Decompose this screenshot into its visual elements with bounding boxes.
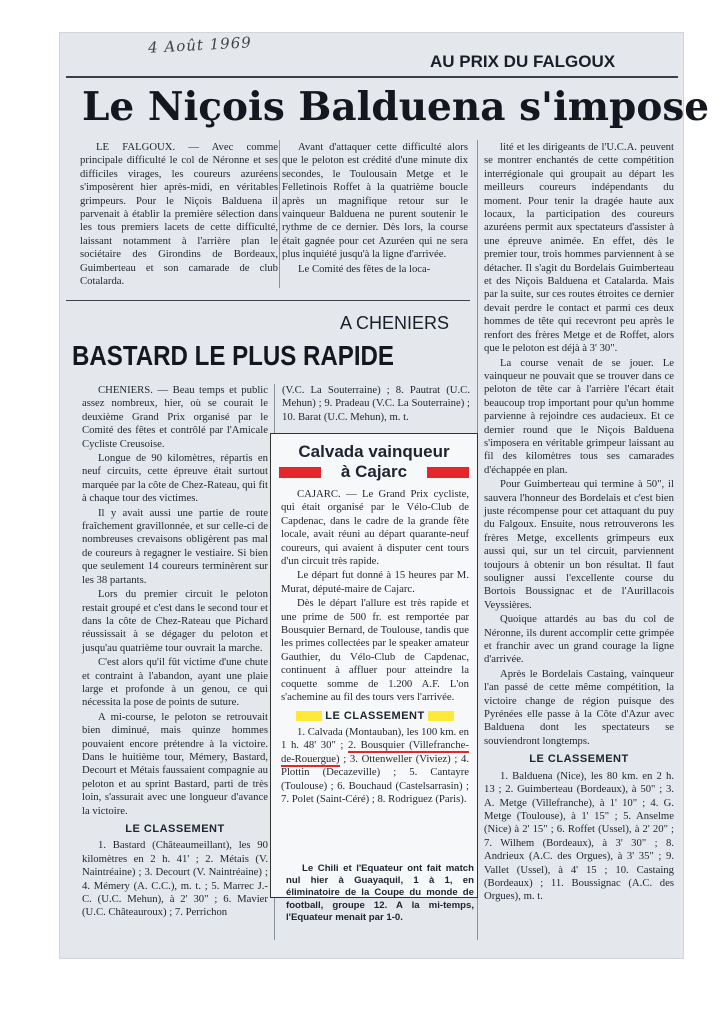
handwritten-date: 4 Août 1969 (147, 33, 253, 57)
article3-headline-line2: à Cajarc (340, 462, 408, 481)
article1-classement: 1. Balduena (Nice), les 80 km. en 2 h. 13 ; 2. Guimberteau (Bordeaux), à 50" ; 3. A. Metge (Villefranche), à 1' 10" ; 4. G. Metge (Toulouse), à 1' 15" ; 5. Anselme (Nice) à 2' 15" ; 6. Roffet (Ussel), à 2' 20" ; 7. Wilhem (Bordeaux), à 3' 30" ; 8. Andrieux (A.C. des Orgues), à 3' 35" ; 9. Vallet (Ussel), à 4' 15 ; 10. Castaing (Bordeaux) ; 11. Boussignac (A.C. des Orgues), m. t. (484, 769, 674, 903)
article1-col2-tail: Le Comité des fêtes de la loca- (298, 262, 431, 275)
brief-text: Le Chili et l'Equateur ont fait match nul hier à Guayaquil, 1 à 1, en éliminatoire de la Coupe du monde de football, groupe 12. A la mi-temps, l'Equateur menait par 1-0. (286, 863, 474, 923)
article2-col2-text: (V.C. La Souterraine) ; 8. Pautrat (U.C. Mehun) ; 9. Pradeau (V.C. La Souterraine) ; 10. Barat (U.C. Mehun), m. t. (282, 384, 470, 423)
article1-paragraph: lité et les dirigeants de l'U.C.A. peuvent se montrer enchantés de cette compétition interrégionale qui groupait au départ les meilleurs coureurs indépendants du moment. Pour tenir la dragée haute aux locaux, la participation des coureurs azuréens permit aux spectateurs d'assister à une épreuve animée. En effet, dès le premier tour, trois hommes parviennent à se détacher. Il s'agit du Bordelais Guimberteau et des Niçois Balduena et Catalarda. Mais par la suite, sur ces routes étroites ce dernier devait perdre le contact et parmi ces deux hommes de tête qui recevront peu après le renfort des frères Metge et de Roffet, alors que le peloton est déjà à 3' 30". (484, 141, 674, 355)
section-rule (66, 300, 470, 301)
article2-col1 (82, 384, 268, 920)
article1-col3 (484, 141, 674, 904)
article3-classement-label: LE CLASSEMENT (325, 709, 425, 722)
yellow-highlight-mark (296, 711, 322, 721)
article1-kicker: AU PRIX DU FALGOUX (430, 52, 616, 71)
article3-headline-line2-row (271, 462, 477, 482)
article1-headline: Le Niçois Balduena s'impose (82, 84, 710, 130)
article2-paragraph: A mi-course, le peloton se retrouvait bien diminué, mais quinze hommes pouvaient encore prétendre à la victoire. Dans le huitième tour, Mémery, Bastard, Decourt et Métais faussaient compagnie au peloton et au sprint Bastard, parti de très loin, s'assurait avec une longueur d'avance la victoire. (82, 710, 268, 817)
article1-paragraph: Pour Guimberteau qui termine à 50", il sauvera l'honneur des Bordelais et c'est bien juste récompense pour cet attaquant du puy du Falgoux. Ensuite, nous retrouverons les frères Metge, excellents grimpeurs eux aussi qui, sur un tel circuit, parviennent toujours à obtenir un bon résultat. Il faut souligner aussi l'excellente course du Bortois Boussignac et de l'Aurillacois Veyssières. (484, 478, 674, 611)
article3-headline-line1: Calvada vainqueur (298, 442, 450, 461)
article1-col2-text: Avant d'attaquer cette difficulté alors que le peloton est crédité d'une minute dix secondes, le Toulousain Metge et le Felletinois Roffet à la quatrième boucle après un magnifique retour sur le vainqueur Balduena ne purent soutenir le rythme de ce dernier. Dès lors, la course était gagnée pour cet Azuréen qui ne sera plus inquiété jusqu'à la ligne d'arrivée. (282, 141, 468, 261)
article2-paragraph: CHENIERS. — Beau temps et public assez nombreux, hier, où se courait le deuxième Grand Prix organisé par le Comité des fêtes et contrôlé par l'Amicale Cycliste Creusoise. (82, 384, 268, 450)
brief-football (286, 863, 474, 924)
red-highlight-mark (279, 467, 321, 478)
article1-col2 (282, 141, 468, 276)
article2-paragraph: Il y avait aussi une partie de route fraîchement gravillonnée, et sur celle-ci de nombreuses crevaisons obligèrent pas mal de coureurs à regagner le vestiaire. Si bien que seulement 14 coureurs terminèrent sur les 38 partants. (82, 506, 268, 586)
yellow-highlight-mark (428, 711, 454, 721)
article1-paragraph: La course venait de se jouer. Le vainqueur ne pouvait que se trouver dans ce peloton de tête car à l'arrière l'écart était beaucoup trop important pour qu'un homme parvienne à rejoindre ces audacieux. Et ce dernier round que le Niçois Balduena s'imposera en véritable grimpeur laissant au fil des kilomètres tous ses camarades d'échappée en plan. (484, 356, 674, 476)
article3-box (270, 433, 478, 898)
article2-paragraph: Longue de 90 kilomètres, répartis en neuf circuits, cette épreuve était surtout marquée par la côte de Chez-Rateau, qui fit à chaque tour des victimes. (82, 452, 268, 505)
article1-col1 (80, 141, 278, 288)
article1-classement-label: LE CLASSEMENT (529, 753, 629, 766)
article2-paragraph: C'est alors qu'il fût victime d'une chute et contraint à l'abandon, ayant une plaie large et profonde à un genou, ce qui nécessita la pose de points de suture. (82, 656, 268, 709)
article2-classement-label: LE CLASSEMENT (125, 823, 225, 835)
article3-paragraph: CAJARC. — Le Grand Prix cycliste, qui était organisé par le Vélo-Club de Capdenac, dans le cadre de la grande fête locale, avait réuni au départ quarante-neuf coureurs, qui avaient à disputer cent tours d'un circuit très rapide. (281, 488, 469, 568)
column-divider (279, 140, 280, 288)
article2-headline: BASTARD LE PLUS RAPIDE (72, 340, 394, 371)
article2-paragraph: Lors du premier circuit le peloton restait groupé et c'est dans le second tour et dans la côte de Chez-Rateau que Pichard réussissait à se dégager du peloton et jusqu'au quatrième tour ouvrait la marche. (82, 588, 268, 654)
article3-body (281, 488, 469, 806)
article1-paragraph: Après le Bordelais Castaing, vainqueur l'an passé de cette même compétition, la victoire change de région puisque des Pyrénées elle passe à la Côte d'Azur avec Balduena dont les spectateurs se souviendront longtemps. (484, 667, 674, 747)
article2-classement: 1. Bastard (Châteaumeillant), les 90 kilomètres en 2 h. 41' ; 2. Métais (V. Naintréaine) ; 3. Decourt (V. Naintréaine) ; 4. Mémery (A. C.C.), m. t. ; 5. Marrec J.-C. (U.C. Mehun), à 2' 30" ; 6. Mavier (U.C. Châteauroux) ; 7. Perrichon (82, 839, 268, 919)
classement-part2: ; 3. Ottenweller (Viviez) ; 4. Plottin (Decazeville) ; 5. Cantayre (Toulouse) ; 6. Bouchaud (Castelsarrasin) ; 7. Polet (Saint-Céré) ; 8. Rodriguez (Paris). (281, 752, 469, 805)
classement-underlined: 2. Bousquier (Villefranche-de-Rouergue) (281, 739, 469, 765)
top-rule (66, 76, 678, 78)
article3-paragraph: Le départ fut donné à 15 heures par M. Murat, député-maire de Cajarc. (281, 569, 469, 595)
article1-paragraph: Quoique attardés au bas du col de Néronne, ils durent accomplir cette grimpée et franchir avec un grand courage la ligne d'arrivée. (484, 613, 674, 666)
article2-kicker: A CHENIERS (340, 313, 450, 333)
red-highlight-mark (427, 467, 469, 478)
article3-classement-row (281, 710, 469, 723)
article3-classement (281, 726, 469, 806)
article3-paragraph: Dès le départ l'allure est très rapide et une prime de 500 fr. est remportée par Bousquier Bernard, de Toulouse, tandis que les primes collectées par le speaker amateur Gauthier, du Vélo-Club de Capdenac, continuent à affluer pour atteindre la coquette somme de 1.200 A.F. L'on s'achemine au fil des tours vers l'arrivée. (281, 597, 469, 704)
article1-col1-text: LE FALGOUX. — Avec comme principale difficulté le col de Néronne et ses difficiles virages, les coureurs azuréens s'imposèrent hier après-midi, en véritables grimpeurs. Pour le Niçois Balduena il parvenait à établir la première sélection dans les tous premiers lacets de cette difficulté, laissant notamment à l'arrière plan le sociétaire des Girondins de Bordeaux, Guimberteau et son camarade de club Cotalarda. (80, 141, 278, 288)
classement-part1: 1. Calvada (Montauban), les 100 km. en 1 h. 48' 30" ; (281, 725, 469, 752)
article2-col2 (282, 384, 470, 424)
